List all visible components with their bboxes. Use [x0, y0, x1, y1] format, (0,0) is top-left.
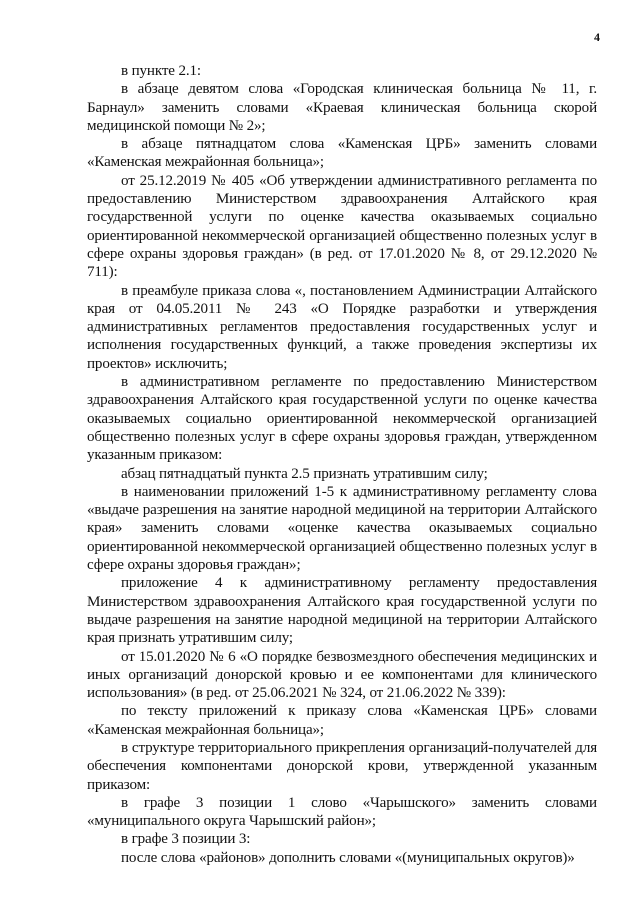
paragraph: от 25.12.2019 № 405 «Об утверждении административного регламента по предоставлению Министерством здравоохранения Алтайского края государственной услуги по оценке качества оказываемых социально ориентированной некоммерческой организацией общественно полезных услуг в сфере охраны здоровья граждан» (в ред. от 17.01.2020 № 8, от 29.12.2020 № 711):	[87, 172, 597, 281]
page-number: 4	[594, 30, 600, 44]
paragraph: от 15.01.2020 № 6 «О порядке безвозмездного обеспечения медицинских и иных организаций донорской кровью и ее компонентами для клинического использования» (в ред. от 25.06.2021 № 324, от 21.06.2022 № 339):	[87, 648, 597, 702]
paragraph: абзац пятнадцатый пункта 2.5 признать утратившим силу;	[121, 465, 488, 482]
paragraph: в наименовании приложений 1-5 к административному регламенту слова «выдаче разрешения на занятие народной медициной на территории Алтайского края» заменить словами «оценке качества оказываемых социально ориентированной некоммерческой организацией общественно полезных услуг в сфере охраны здоровья граждан»;	[87, 483, 597, 574]
paragraph: в преамбуле приказа слова «, постановлением Администрации Алтайского края от 04.05.2011 № 243 «О Порядке разработки и утверждения административных регламентов предоставления государственных услуг и исполнения государственных функций, а также проведения экспертизы их проектов» исключить;	[87, 282, 597, 372]
paragraph: в абзаце девятом слова «Городская клиническая больница № 11, г. Барнаул» заменить словами «Краевая клиническая больница скорой медицинской помощи № 2»;	[87, 81, 597, 134]
paragraph: приложение 4 к административному регламенту предоставления Министерством здравоохранения Алтайского края государственной услуги по выдаче разрешения на занятие народной медициной на территории Алтайского края признать утратившим силу;	[87, 575, 597, 647]
paragraph: после слова «районов» дополнить словами «(муниципальных округов)»	[121, 849, 575, 866]
paragraph: в структуре территориального прикрепления организаций-получателей для обеспечения компонентами донорской крови, утвержденной указанным приказом:	[87, 739, 597, 793]
paragraph: в графе 3 позиции 3:	[121, 831, 251, 848]
paragraph: по тексту приложений к приказу слова «Каменская ЦРБ» словами «Каменская межрайонная больница»;	[87, 703, 597, 738]
paragraph: в пункте 2.1:	[121, 63, 201, 79]
paragraph: в административном регламенте по предоставлению Министерством здравоохранения Алтайского края государственной услуги по оценке качества оказываемых социально ориентированной некоммерческой организацией общественно полезных услуг в сфере охраны здоровья граждан, утвержденном указанным приказом:	[87, 374, 597, 464]
paragraph: в графе 3 позиции 1 слово «Чарышского» заменить словами «муниципального округа Чарышский район»;	[87, 794, 597, 830]
document-body	[87, 62, 597, 867]
paragraph: в абзаце пятнадцатом слова «Каменская ЦРБ» заменить словами «Каменская межрайонная больница»;	[87, 136, 597, 171]
